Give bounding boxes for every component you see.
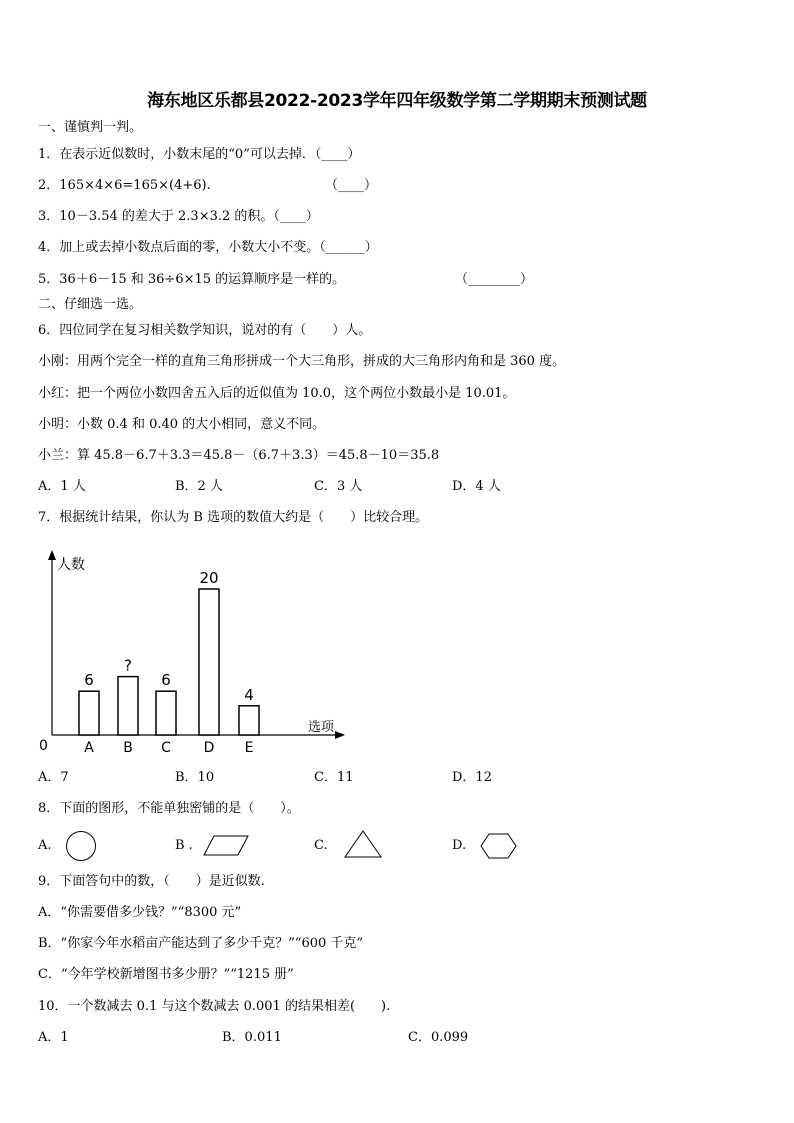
question-8-option-b: B . <box>175 838 193 853</box>
question-6-statement-xiaohong: 小红：把一个两位小数四舍五入后的近似值为 10.0，这个两位小数最小是 10.01。 <box>38 386 516 401</box>
bar-B <box>118 677 138 735</box>
question-2-blank: （____） <box>325 178 378 193</box>
hexagon-icon <box>480 832 518 860</box>
question-6-option-b: B．2 人 <box>175 479 223 494</box>
bar-D <box>199 589 219 735</box>
question-6-statement-xiaogang: 小刚：用两个完全一样的直角三角形拼成一个大三角形，拼成的大三角形内角和是 360 度。 <box>38 354 566 369</box>
y-axis-label: 人数 <box>57 557 85 573</box>
question-7-option-b: B．10 <box>175 770 215 785</box>
bar-A <box>79 691 99 735</box>
question-10-option-b: B．0.011 <box>222 1030 282 1045</box>
section-heading-judge: 一、谨慎判一判。 <box>38 120 143 135</box>
question-9-option-b: B．“你家今年水稻亩产能达到了多少千克？”“600 千克” <box>38 936 364 951</box>
question-6-statement-xiaoming: 小明：小数 0.4 和 0.40 的大小相同，意义不同。 <box>38 417 326 432</box>
question-6-option-c: C．3 人 <box>314 479 363 494</box>
bar-chart <box>30 548 360 760</box>
question-10-option-c: C．0.099 <box>408 1030 469 1045</box>
data-label-D: 20 <box>199 569 219 587</box>
question-7-option-d: D．12 <box>452 770 492 785</box>
question-7-option-c: C．11 <box>314 770 354 785</box>
question-9-option-c: C．“今年学校新增图书多少册？”“1215 册” <box>38 967 294 982</box>
question-7-option-a: A．7 <box>38 770 69 785</box>
bar-E <box>239 706 259 735</box>
question-1: 1．在表示近似数时，小数末尾的“0”可以去掉．（____） <box>38 147 361 162</box>
origin-label: 0 <box>39 738 48 754</box>
tick-label-C: C <box>161 740 171 756</box>
bar-C <box>156 691 176 735</box>
x-axis-arrow <box>335 731 345 739</box>
question-8-option-a: A. <box>38 838 52 853</box>
question-6-option-d: D．4 人 <box>452 479 501 494</box>
question-8-option-d: D. <box>452 838 467 853</box>
data-label-C: 6 <box>161 671 171 690</box>
tick-label-B: B <box>123 740 133 756</box>
question-3: 3．10－3.54 的差大于 2.3×3.2 的积。（____） <box>38 209 319 224</box>
question-8-stem: 8．下面的图形，不能单独密铺的是（ ）。 <box>38 801 300 816</box>
question-6-stem: 6．四位同学在复习相关数学知识，说对的有（ ）人。 <box>38 323 372 338</box>
y-axis-arrow <box>48 550 56 560</box>
data-label-E: 4 <box>244 685 254 704</box>
circle-icon <box>64 830 98 862</box>
data-label-A: 6 <box>84 671 94 690</box>
question-5: 5．36＋6－15 和 36÷6×15 的运算顺序是一样的。 <box>38 272 346 287</box>
question-2: 2．165×4×6=165×(4+6). <box>38 178 211 193</box>
question-4: 4．加上或去掉小数点后面的零，小数大小不变。（______） <box>38 240 378 255</box>
question-10-stem: 10．一个数减去 0.1 与这个数减去 0.001 的结果相差( ). <box>38 999 391 1014</box>
tick-label-E: E <box>244 740 254 756</box>
tick-label-D: D <box>203 740 215 756</box>
question-6-option-a: A．1 人 <box>38 479 86 494</box>
question-6-statement-xiaolan: 小兰：算 45.8－6.7＋3.3＝45.8－（6.7＋3.3）＝45.8－10＝35.8 <box>38 448 440 463</box>
data-label-B: ? <box>124 656 132 675</box>
question-9-stem: 9．下面答句中的数，（ ）是近似数. <box>38 874 265 889</box>
parallelogram-icon <box>202 834 250 858</box>
triangle-icon <box>343 829 383 859</box>
question-5-blank: （________） <box>455 272 534 287</box>
x-axis-label: 选项 <box>308 720 335 735</box>
tick-label-A: A <box>84 740 94 756</box>
page-title: 海东地区乐都县2022-2023学年四年级数学第二学期期末预测试题 <box>147 91 647 111</box>
question-7-stem: 7．根据统计结果，你认为 B 选项的数值大约是（ ）比较合理。 <box>38 510 429 525</box>
section-heading-choice: 二、仔细选一选。 <box>38 297 143 312</box>
question-9-option-a: A．“你需要借多少钱？”“8300 元” <box>38 905 242 920</box>
question-8-option-c: C. <box>314 838 328 853</box>
question-10-option-a: A．1 <box>38 1030 69 1045</box>
